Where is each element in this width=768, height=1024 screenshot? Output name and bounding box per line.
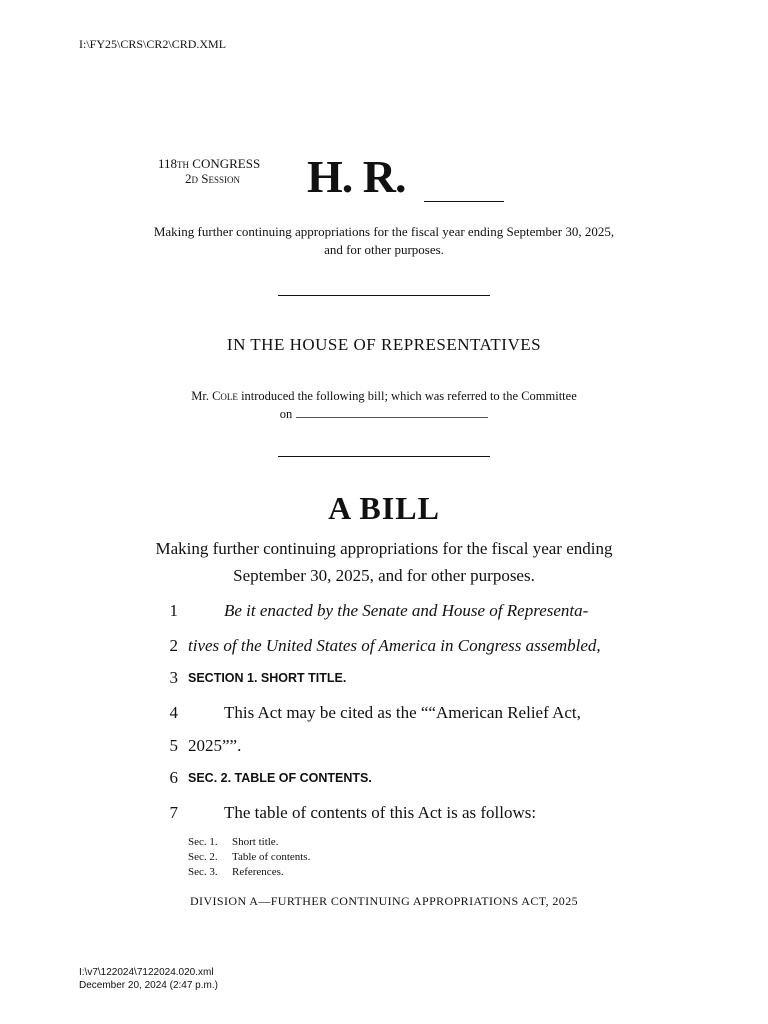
line-number: 3 xyxy=(169,668,178,687)
congress-line: 118th CONGRESS xyxy=(158,156,261,171)
toc-entry: Sec. 3. References. xyxy=(188,866,284,878)
introduction: Mr. Cole introduced the following bill; which was referred to the Committee on xyxy=(191,389,577,421)
line-number: 2 xyxy=(169,636,178,655)
section-heading: SECTION 1. SHORT TITLE. xyxy=(188,671,347,685)
bill-designation: H. R. xyxy=(307,151,406,202)
toc-intro-line: The table of contents of this Act is as follows: xyxy=(224,803,537,822)
congress-session xyxy=(158,156,260,186)
footer-date: December 20, 2024 (2:47 p.m.) xyxy=(79,980,218,991)
committee-blank xyxy=(296,407,488,418)
bill-description: Making further continuing appropriations for the fiscal year ending September 30, 2025, and for other purposes. xyxy=(155,539,613,585)
line-number: 5 xyxy=(169,736,178,755)
line-number: 4 xyxy=(169,703,178,722)
enacting-clause-line: Be it enacted by the Senate and House of Representa- xyxy=(224,601,589,620)
divider-rule xyxy=(278,456,490,457)
sponsor-name: Cole xyxy=(212,389,238,403)
session-line: 2d Session xyxy=(185,171,240,186)
footer xyxy=(79,966,218,992)
short-title-line: 2025””. xyxy=(188,736,242,755)
section-heading: SEC. 2. TABLE OF CONTENTS. xyxy=(188,771,372,785)
file-path: I:\FY25\CRS\CR2\CRD.XML xyxy=(79,37,227,51)
toc-entry: Sec. 2. Table of contents. xyxy=(188,851,311,863)
footer-path: I:\v7\122024\7122024.020.xml xyxy=(79,967,214,978)
division-title: DIVISION A—FURTHER CONTINUING APPROPRIATIONS ACT, 2025 xyxy=(189,894,579,908)
bill-heading: A BILL xyxy=(328,490,440,526)
top-description: Making further continuing appropriations for the fiscal year ending September 30, 2025, and for other purposes. xyxy=(153,224,615,257)
enacting-clause-line: tives of the United States of America in Congress assembled, xyxy=(188,636,601,655)
table-of-contents xyxy=(188,835,310,880)
divider-rule xyxy=(278,295,490,296)
short-title-line: This Act may be cited as the ““American Relief Act, xyxy=(224,703,581,722)
line-number: 7 xyxy=(169,803,178,822)
line-number: 1 xyxy=(169,601,178,620)
toc-entry: Sec. 1. Short title. xyxy=(188,836,279,848)
house-title: IN THE HOUSE OF REPRESENTATIVES xyxy=(226,335,542,354)
bill-number-blank xyxy=(424,201,504,202)
line-number: 6 xyxy=(169,768,178,787)
